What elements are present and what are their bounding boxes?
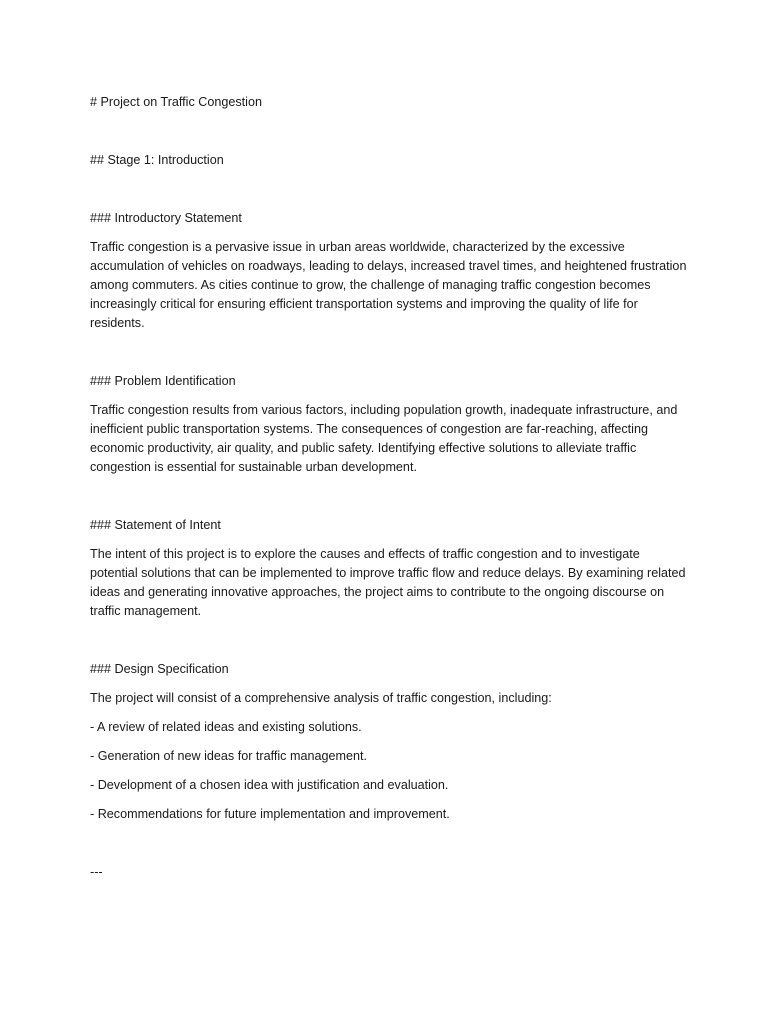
stage-heading: ## Stage 1: Introduction (90, 153, 224, 167)
design-intro: The project will consist of a comprehensive analysis of traffic congestion, including: (90, 691, 552, 705)
design-list-item: - Recommendations for future implementation and improvement. (90, 807, 450, 821)
section-body-statement-of-intent: The intent of this project is to explore the causes and effects of traffic congestion and to investigate potential solutions that can be implemented to improve traffic flow and reduce delays. By examining related ideas and generating innovative approaches, the project aims to contribute to the ongoing discourse on traffic management. (90, 547, 686, 618)
design-list-item: - Development of a chosen idea with justification and evaluation. (90, 778, 449, 792)
document-title: # Project on Traffic Congestion (90, 95, 262, 109)
section-body-introductory-statement: Traffic congestion is a pervasive issue in urban areas worldwide, characterized by the excessive accumulation of vehicles on roadways, leading to delays, increased travel times, and heightened frustration among commuters. As cities continue to grow, the challenge of managing traffic congestion becomes increasingly critical for ensuring efficient transportation systems and improving the quality of life for residents. (90, 240, 687, 330)
design-list-item: - Generation of new ideas for traffic management. (90, 749, 367, 763)
section-heading-design-specification: ### Design Specification (90, 662, 229, 676)
horizontal-rule-marker: --- (90, 865, 103, 879)
section-body-problem-identification: Traffic congestion results from various factors, including population growth, inadequate infrastructure, and inefficient public transportation systems. The consequences of congestion are far-reaching, affecting economic productivity, air quality, and public safety. Identifying effective solutions to alleviate traffic congestion is essential for sustainable urban development. (90, 403, 678, 474)
document-page (90, 93, 690, 882)
design-list-item: - A review of related ideas and existing solutions. (90, 720, 362, 734)
section-heading-problem-identification: ### Problem Identification (90, 374, 236, 388)
section-heading-introductory-statement: ### Introductory Statement (90, 211, 242, 225)
section-heading-statement-of-intent: ### Statement of Intent (90, 518, 221, 532)
